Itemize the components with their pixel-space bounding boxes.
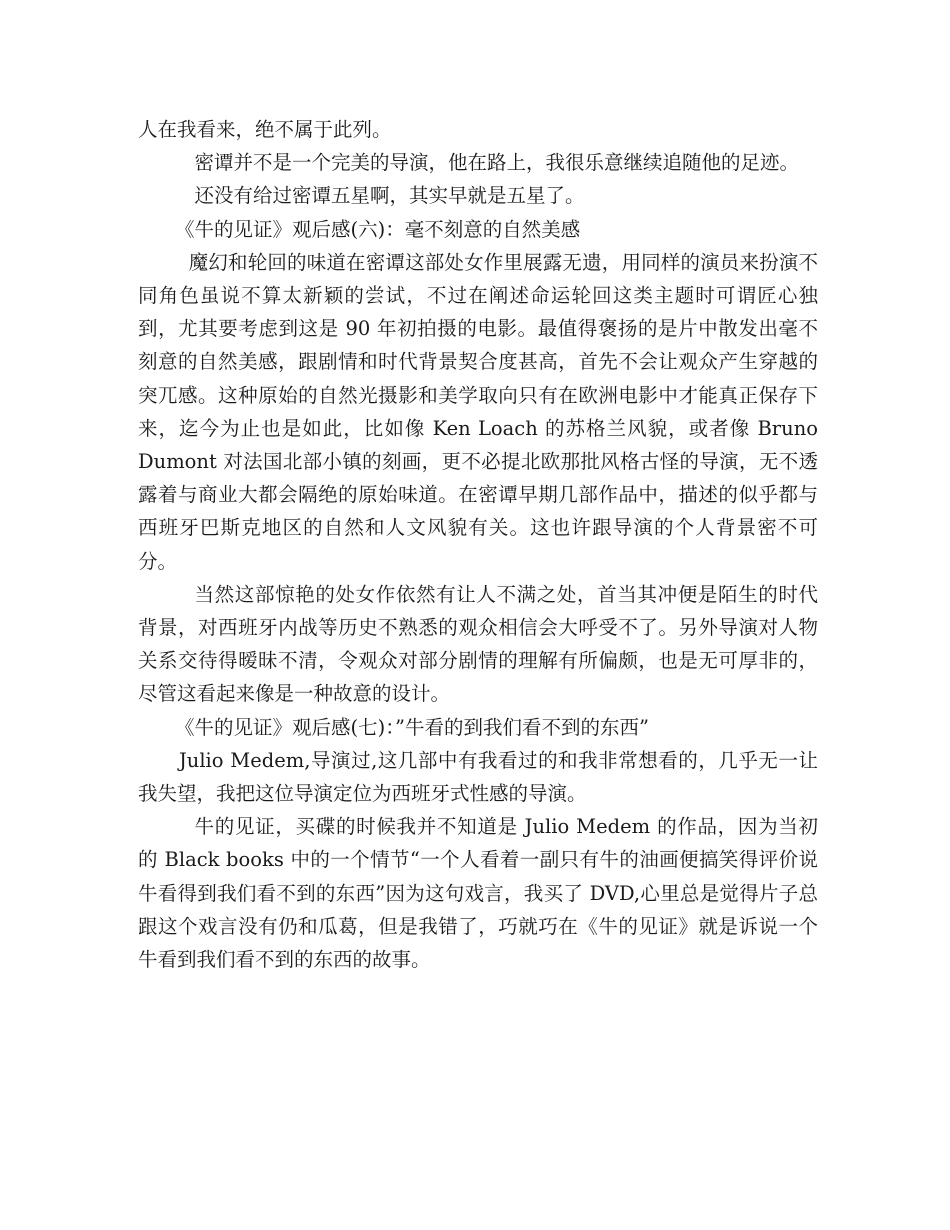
paragraph-shortcomings: 当然这部惊艳的处女作依然有让人不满之处，首当其冲便是陌生的时代背景，对西班牙内战等历史不熟悉的观众相信会大呼受不了。另外导演对人物关系交待得暧昧不清，令观众对部分剧情的理解有所偏颇，也是无可厚非的，尽管这看起来像是一种故意的设计。 bbox=[138, 582, 818, 706]
paragraph-director-imperfect: 密谭并不是一个完美的导演，他在路上，我很乐意继续追随他的足迹。 bbox=[194, 151, 800, 175]
paragraph-black-books: 牛的见证，买碟的时候我并不知道是 Julio Medem 的作品，因为当初的 Black books 中的一个情节“一个人看着一副只有牛的油画便搞笑得评价说牛看得到我们看不到的东西”因为这句戏言，我买了 DVD,心里总是觉得片子总跟这个戏言没有仍和瓜葛，但是我错了，巧就巧在《牛的见证》就是诉说一个牛看到我们看不到的东西的故事。 bbox=[138, 815, 818, 972]
paragraph-continuation: 人在我看来，绝不属于此列。 bbox=[138, 118, 392, 141]
paragraph-natural-beauty: 魔幻和轮回的味道在密谭这部处女作里展露无遗，用同样的演员来扮演不同角色虽说不算太新颖的尝试，不过在阐述命运轮回这类主题时可谓匠心独到，尤其要考虑到这是 90 年初拍摄的电影。最值得褒扬的是片中散发出毫不刻意的自然美感，跟剧情和时代背景契合度甚高，首先不会让观众产生穿越的突兀感。这种原始的自然光摄影和美学取向只有在欧洲电影中才能真正保存下来，迄今为止也是如此，比如像 Ken Loach 的苏格兰风貌，或者像 Bruno Dumont 对法国北部小镇的刻画，更不必提北欧那批风格古怪的导演，无不透露着与商业大都会隔绝的原始味道。在密谭早期几部作品中，描述的似乎都与西班牙巴斯克地区的自然和人文风貌有关。这也许跟导演的个人背景密不可分。 bbox=[138, 250, 818, 573]
paragraph-julio-medem: Julio Medem,导演过,这几部中有我看过的和我非常想看的，几乎无一让我失望，我把这位导演定位为西班牙式性感的导演。 bbox=[138, 748, 818, 806]
paragraph-five-stars: 还没有给过密谭五星啊，其实早就是五星了。 bbox=[194, 184, 585, 208]
section-heading-seven: 《牛的见证》观后感(七)：”牛看的到我们看不到的东西” bbox=[175, 715, 649, 739]
document-body bbox=[138, 113, 818, 976]
section-heading-six: 《牛的见证》观后感(六)：毫不刻意的自然美感 bbox=[175, 217, 581, 241]
